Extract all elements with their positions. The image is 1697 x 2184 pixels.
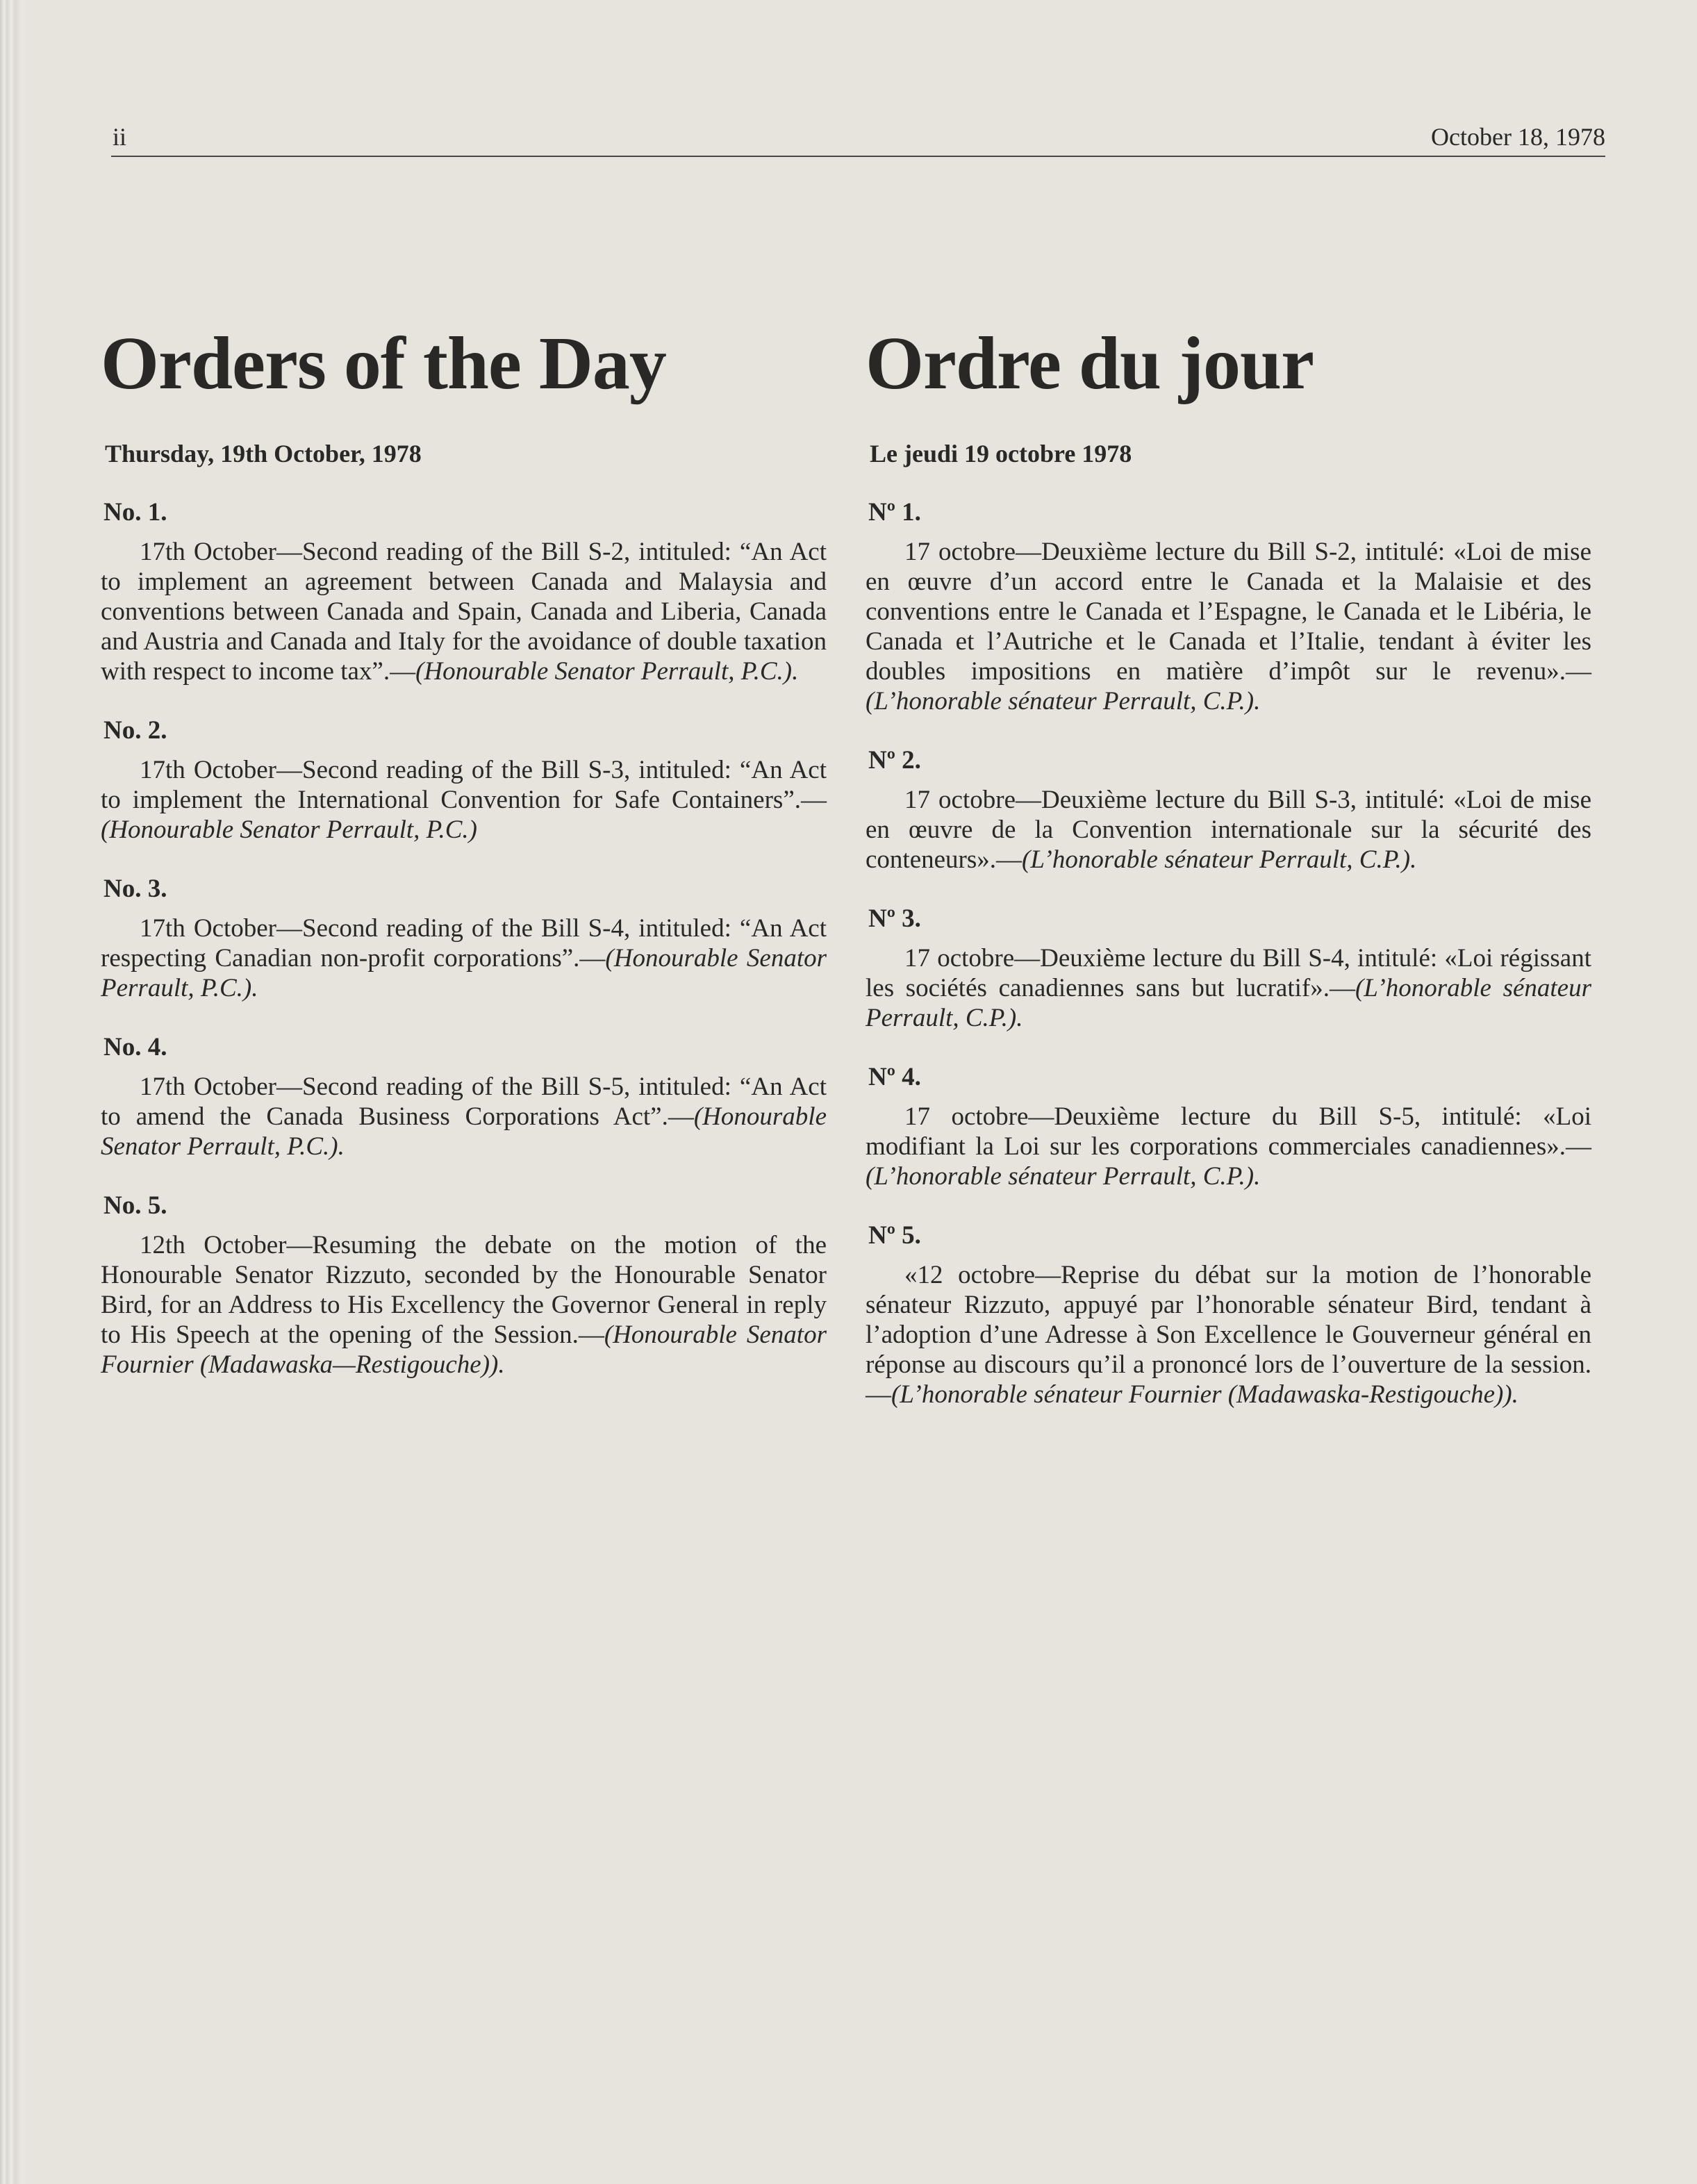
item-number: Nº 1. <box>868 498 921 527</box>
item-attribution: (Honourable Senator Perrault, P.C.) <box>101 816 477 844</box>
english-order-item <box>101 1191 827 1380</box>
item-number: No. 3. <box>104 875 167 903</box>
item-text <box>866 785 1591 875</box>
item-number: Nº 4. <box>868 1063 921 1091</box>
item-body: 17th October—Second reading of the Bill S-5, intituled: “An Act to amend the Canada Business Corporations Act”.— <box>101 1073 827 1131</box>
item-attribution: (L’honorable sénateur Perrault, C.P.). <box>866 974 1591 1032</box>
item-text <box>866 1260 1591 1409</box>
english-order-item <box>101 715 827 845</box>
item-body: 12th October—Resuming the debate on the motion of the Honourable Senator Rizzuto, seconded by the Honourable Senator Bird, for an Address to His Excellency the Governor General in reply to His Speech at the opening of the Session.— <box>101 1231 827 1349</box>
french-order-item <box>866 497 1591 716</box>
running-head-date: October 18, 1978 <box>1431 123 1605 151</box>
item-attribution: (Honourable Senator Perrault, P.C.). <box>101 944 827 1002</box>
french-order-item <box>866 745 1591 875</box>
french-order-item <box>866 1062 1591 1191</box>
item-text <box>866 537 1591 716</box>
item-attribution: (Honourable Senator Perrault, P.C.). <box>415 657 799 686</box>
item-text <box>101 537 827 686</box>
item-attribution: (Honourable Senator Fournier (Madawaska—Restigouche)). <box>101 1321 827 1379</box>
french-column <box>866 322 1591 1409</box>
item-attribution: (L’honorable sénateur Perrault, C.P.). <box>866 1162 1261 1191</box>
item-body: 17th October—Second reading of the Bill S-2, intituled: “An Act to implement an agreement between Canada and Malaysia and conventions between Canada and Spain, Canada and Liberia, Canada and Austria and Canada and Italy for the avoidance of double taxation with respect to income tax”.— <box>101 538 827 686</box>
french-date: Le jeudi 19 octobre 1978 <box>870 440 1132 468</box>
item-number: Nº 3. <box>868 904 921 933</box>
page-edge <box>0 0 28 2184</box>
item-text <box>101 913 827 1003</box>
item-number: Nº 5. <box>868 1221 921 1250</box>
item-attribution: (L’honorable sénateur Fournier (Madawaska-Restigouche)). <box>891 1380 1518 1409</box>
english-order-item <box>101 497 827 686</box>
item-body: 17 octobre—Deuxième lecture du Bill S-2, intitulé: «Loi de mise en œuvre d’un accord entre le Canada et la Malaisie et des conventions entre le Canada et l’Espagne, le Canada et le Libéria, le Canada et l’Autriche et le Canada et l’Italie, tendant à éviter les doubles impositions en matière d’impôt sur le revenu».— <box>866 538 1591 686</box>
item-body: 17 octobre—Deuxième lecture du Bill S-4, intitulé: «Loi régissant les sociétés canadiennes sans but lucratif».— <box>866 944 1591 1002</box>
item-body: 17th October—Second reading of the Bill S-4, intituled: “An Act respecting Canadian non-profit corporations”.— <box>101 914 827 973</box>
item-attribution: (L’honorable sénateur Perrault, C.P.). <box>1022 845 1417 874</box>
item-body: 17th October—Second reading of the Bill S-3, intituled: “An Act to implement the International Convention for Safe Containers”.— <box>101 756 827 814</box>
item-number: Nº 2. <box>868 746 921 775</box>
item-attribution: (Honourable Senator Perrault, P.C.). <box>101 1102 827 1161</box>
english-column <box>101 322 827 1380</box>
item-text <box>101 1072 827 1161</box>
french-order-item <box>866 904 1591 1033</box>
item-attribution: (L’honorable sénateur Perrault, C.P.). <box>866 687 1261 715</box>
item-text <box>866 1102 1591 1191</box>
item-body: 17 octobre—Deuxième lecture du Bill S-3, intitulé: «Loi de mise en œuvre de la Convention internationale sur la sécurité des conteneurs».— <box>866 786 1591 874</box>
header-rule <box>111 156 1605 157</box>
item-body: 17 octobre—Deuxième lecture du Bill S-5, intitulé: «Loi modifiant la Loi sur les corporations commerciales canadiennes».— <box>866 1102 1591 1161</box>
page-number: ii <box>113 123 127 151</box>
item-number: No. 2. <box>104 716 167 745</box>
english-order-item <box>101 1032 827 1161</box>
french-heading: Ordre du jour <box>866 322 1314 405</box>
item-text <box>866 943 1591 1033</box>
english-date: Thursday, 19th October, 1978 <box>105 440 422 468</box>
item-text <box>101 1230 827 1380</box>
english-order-item <box>101 874 827 1003</box>
item-number: No. 4. <box>104 1033 167 1061</box>
item-text <box>101 755 827 845</box>
item-body: «12 octobre—Reprise du débat sur la motion de l’honorable sénateur Rizzuto, appuyé par l’honorable sénateur Bird, tendant à l’adoption d’une Adresse à Son Excellence le Gouverneur général en réponse au discours qu’il a prononcé lors de l’ouverture de la session.— <box>866 1261 1591 1409</box>
item-number: No. 5. <box>104 1191 167 1220</box>
item-number: No. 1. <box>104 498 167 527</box>
english-heading: Orders of the Day <box>101 322 666 405</box>
french-order-item <box>866 1221 1591 1409</box>
